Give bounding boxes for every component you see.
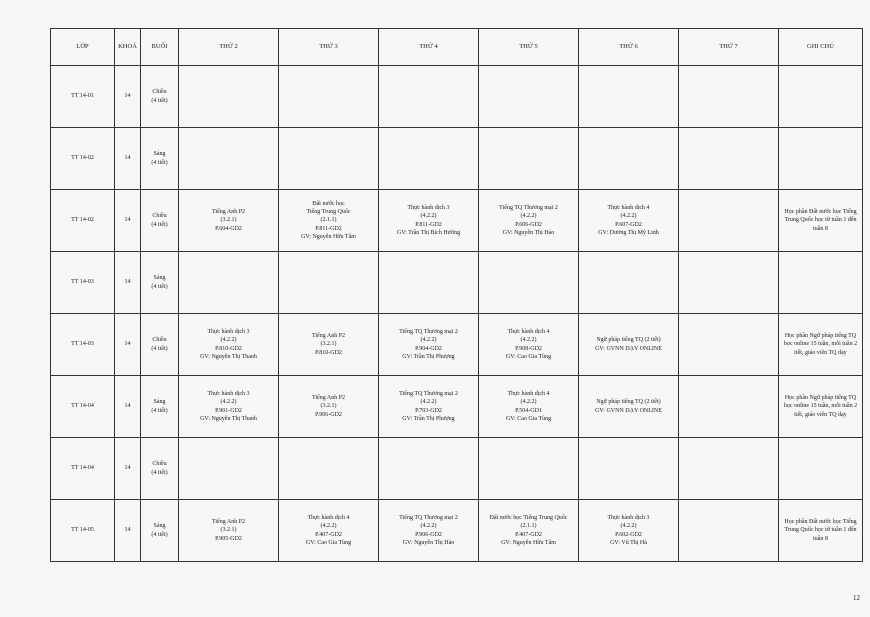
schedule-line: Đất nước học [312,201,345,208]
schedule-line: Tiếng Trung Quốc [306,209,351,216]
schedule-cell [179,376,279,438]
schedule-line: P.504-GD1 [515,407,542,414]
schedule-line: GV: Vũ Thị Hà [610,539,647,546]
session-line: Sáng [153,275,166,282]
schedule-line: (3.2.1) [320,403,337,410]
schedule-line: P.904-GD2 [415,345,442,352]
session-line: (4 tiết) [151,159,168,166]
session-cell [141,438,179,500]
header-saturday: THỨ 7 [679,29,779,66]
note-line: Học phần Ngữ pháp tiếng TQ học online 15 tuần, mỗi tuần 2 tiết, giáo viên TQ dạy [783,395,858,418]
class-cell: TT 14-05 [51,500,115,562]
schedule-line: GV: Nguyễn Thị Thanh [200,353,257,360]
schedule-cell [179,66,279,128]
class-cell: TT 14-03 [51,252,115,314]
schedule-cell [579,500,679,562]
schedule-line: P.407-GD2 [515,531,542,538]
schedule-cell [579,252,679,314]
header-friday: THỨ 6 [579,29,679,66]
table-row [51,252,863,314]
note-cell [779,376,863,438]
schedule-cell [379,252,479,314]
schedule-cell [479,190,579,252]
header-monday: THỨ 2 [179,29,279,66]
class-cell: TT 14-04 [51,376,115,438]
table-row [51,128,863,190]
schedule-line: Thực hành dịch 3 [207,391,250,398]
table-row [51,66,863,128]
schedule-cell [679,314,779,376]
schedule-cell [279,252,379,314]
schedule-cell [579,376,679,438]
schedule-cell [379,66,479,128]
schedule-line: GV: Nguyễn Thị Hảo [502,229,555,236]
schedule-line: (4.2.2) [420,337,437,344]
schedule-cell [479,438,579,500]
session-cell [141,128,179,190]
schedule-cell [479,128,579,190]
schedule-line: Tiếng Anh P2 [211,519,246,526]
session-line: (4 tiết) [151,283,168,290]
schedule-line: GV: Cao Gia Tùng [305,539,352,546]
session-line: (4 tiết) [151,221,168,228]
schedule-line: GV: Nguyễn Thị Thanh [200,415,257,422]
note-cell [779,128,863,190]
schedule-line: Tiếng TQ Thương mại 2 [399,391,458,398]
schedule-cell [379,128,479,190]
session-line: (4 tiết) [151,345,168,352]
schedule-cell [679,66,779,128]
schedule-line: P.906-GD2 [415,531,442,538]
session-line: (4 tiết) [151,97,168,104]
header-tuesday: THỨ 3 [279,29,379,66]
schedule-cell [379,376,479,438]
session-cell [141,252,179,314]
session-line: Chiều [152,337,167,344]
schedule-cell [279,314,379,376]
schedule-line: (2.1.1) [320,217,337,224]
header-note: GHI CHÚ [779,29,863,66]
session-line: Chiều [152,213,167,220]
schedule-line: (4.2.2) [220,399,237,406]
note-cell [779,66,863,128]
schedule-line: Thực hành dịch 4 [607,205,650,212]
schedule-line: P.407-GD2 [315,531,342,538]
schedule-line: (3.2.1) [220,527,237,534]
schedule-line: Thực hành dịch 3 [607,515,650,522]
schedule-cell [179,252,279,314]
schedule-line: GV: Nguyễn Hữu Tâm [501,539,556,546]
schedule-line: P.607-GD2 [615,221,642,228]
schedule-line: (4.2.2) [520,337,537,344]
schedule-cell [279,190,379,252]
schedule-line: Thực hành dịch 4 [507,329,550,336]
schedule-line: P.703-GD2 [415,407,442,414]
schedule-line: Tiếng TQ Thương mại 2 [499,205,558,212]
header-thursday: THỨ 5 [479,29,579,66]
schedule-cell [379,314,479,376]
schedule-cell [679,190,779,252]
schedule-line: P.901-GD2 [215,407,242,414]
schedule-line: GV: Trần Thị Bích Hường [396,229,461,236]
schedule-line: Thực hành dịch 4 [307,515,350,522]
schedule-line: P.905-GD2 [215,535,242,542]
schedule-line: Đất nước học Tiếng Trung Quốc [489,515,568,522]
class-cell: TT 14-04 [51,438,115,500]
grade-cell: 14 [115,500,141,562]
schedule-line: Thực hành dịch 3 [407,205,450,212]
schedule-line: P.810-GD2 [215,345,242,352]
schedule-line: (4.2.2) [320,523,337,530]
schedule-cell [379,190,479,252]
schedule-cell [679,376,779,438]
session-line: Chiều [152,89,167,96]
schedule-cell [579,314,679,376]
schedule-line: Tiếng TQ Thương mại 2 [399,329,458,336]
note-cell [779,500,863,562]
session-cell [141,500,179,562]
note-cell [779,190,863,252]
schedule-line: (4.2.2) [220,337,237,344]
grade-cell: 14 [115,438,141,500]
schedule-cell [679,438,779,500]
schedule-line: Ngữ pháp tiếng TQ (2 tiết) [596,399,661,406]
grade-cell: 14 [115,128,141,190]
session-line: Sáng [153,151,166,158]
class-cell: TT 14-01 [51,66,115,128]
schedule-line: (3.2.1) [320,341,337,348]
class-cell: TT 14-03 [51,314,115,376]
schedule-line: Ngữ pháp tiếng TQ (2 tiết) [596,337,661,344]
schedule-cell [379,438,479,500]
schedule-cell [479,66,579,128]
schedule-cell [179,128,279,190]
header-row [51,29,863,66]
schedule-line: (4.2.2) [420,523,437,530]
schedule-cell [579,438,679,500]
schedule-line: GV: Nguyễn Hữu Tâm [301,233,356,240]
session-line: Chiều [152,461,167,468]
schedule-cell [379,500,479,562]
schedule-cell [679,128,779,190]
schedule-cell [279,500,379,562]
schedule-cell [479,500,579,562]
schedule-cell [679,500,779,562]
schedule-line: (4.2.2) [420,399,437,406]
session-cell [141,314,179,376]
note-cell [779,438,863,500]
schedule-cell [279,376,379,438]
session-line: (4 tiết) [151,407,168,414]
session-line: (4 tiết) [151,531,168,538]
schedule-line: GV: GVNN DẠY ONLINE [595,345,662,352]
schedule-cell [179,500,279,562]
schedule-line: Tiếng Anh P2 [211,209,246,216]
schedule-cell [179,314,279,376]
grade-cell: 14 [115,66,141,128]
schedule-line: (4.2.2) [620,523,637,530]
schedule-line: P.906-GD2 [315,411,342,418]
schedule-line: GV: Nguyễn Thị Hảo [402,539,455,546]
grade-cell: 14 [115,376,141,438]
timetable [50,28,863,562]
session-cell [141,66,179,128]
schedule-line: GV: Cao Gia Tùng [505,415,552,422]
session-line: Sáng [153,523,166,530]
schedule-line: GV: Trần Thị Phượng [402,353,455,360]
schedule-cell [579,66,679,128]
schedule-line: P.811-GD2 [415,221,442,228]
schedule-cell [179,190,279,252]
schedule-line: P.811-GD2 [315,225,342,232]
schedule-line: (4.2.2) [620,213,637,220]
schedule-cell [279,128,379,190]
schedule-cell [179,438,279,500]
schedule-line: P.604-GD2 [215,225,242,232]
schedule-line: GV: Trần Thị Phượng [402,415,455,422]
grade-cell: 14 [115,190,141,252]
timetable-body [51,66,863,562]
class-cell: TT 14-02 [51,190,115,252]
session-cell [141,190,179,252]
schedule-cell [479,376,579,438]
schedule-line: GV: Cao Gia Tùng [505,353,552,360]
header-session: BUỔI [141,29,179,66]
table-row [51,376,863,438]
schedule-line: P.908-GD2 [515,345,542,352]
grade-cell: 14 [115,314,141,376]
schedule-line: (2.1.1) [520,523,537,530]
table-row [51,190,863,252]
schedule-line: Tiếng Anh P2 [311,333,346,340]
note-cell [779,252,863,314]
schedule-line: Thực hành dịch 4 [507,391,550,398]
schedule-cell [679,252,779,314]
note-line: Học phần Ngữ pháp tiếng TQ học online 15 tuần, mỗi tuần 2 tiết, giáo viên TQ dạy [783,333,858,356]
table-row [51,500,863,562]
schedule-line: (3.2.1) [220,217,237,224]
schedule-cell [479,252,579,314]
table-row [51,314,863,376]
schedule-cell [479,314,579,376]
schedule-line: P.606-GD2 [515,221,542,228]
schedule-line: GV: Dương Thị Mỹ Linh [598,229,659,236]
note-cell [779,314,863,376]
session-line: (4 tiết) [151,469,168,476]
schedule-cell [279,66,379,128]
schedule-cell [279,438,379,500]
class-cell: TT 14-02 [51,128,115,190]
schedule-line: P.810-GD2 [315,349,342,356]
schedule-line: Tiếng Anh P2 [311,395,346,402]
header-class: LỚP [51,29,115,66]
page-number: 12 [853,594,860,602]
schedule-line: (4.2.2) [520,213,537,220]
session-cell [141,376,179,438]
table-row [51,438,863,500]
schedule-line: GV: GVNN DẠY ONLINE [595,407,662,414]
header-wednesday: THỨ 4 [379,29,479,66]
note-line: Học phần Đất nước học Tiếng Trung Quốc học từ tuần 1 đến tuần 8 [784,519,857,542]
schedule-line: (4.2.2) [520,399,537,406]
schedule-line: Tiếng TQ Thương mại 2 [399,515,458,522]
schedule-cell [579,128,679,190]
schedule-line: Thực hành dịch 3 [207,329,250,336]
note-line: Học phần Đất nước học Tiếng Trung Quốc học từ tuần 1 đến tuần 8 [784,209,857,232]
session-line: Sáng [153,399,166,406]
grade-cell: 14 [115,252,141,314]
schedule-cell [579,190,679,252]
schedule-line: (4.2.2) [420,213,437,220]
header-grade: KHOÁ [115,29,141,66]
schedule-line: P.602-GD2 [615,531,642,538]
